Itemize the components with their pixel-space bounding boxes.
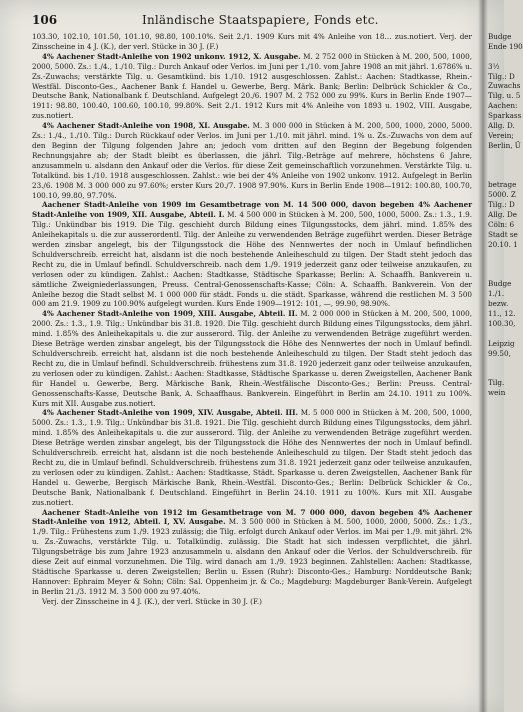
paragraph (32, 597, 472, 607)
page-gutter-shadow (478, 0, 488, 712)
side-line (488, 161, 504, 171)
side-line (488, 52, 504, 62)
paragraph-text: Verj. der Zinsscheine in 4 J. (K.), der verl. Stücke in 30 J. (F.) (42, 596, 262, 606)
side-line: Budge (488, 32, 512, 41)
paragraph-heading: Aachener Stadt-Anleihe von 1909 im Gesamtbetrage von M. 14 500 000, davon begeben 4% Aachener Stadt-Anleihe von 1909, XII. Ausgabe, Abteil. I. (32, 200, 472, 220)
paragraph-text: M. 3 000 000 in Stücken à M. 200, 500, 1000, 2000, 5000. Zs.: 1./4., 1./10. Tilg.: Durch Rückkauf oder Verlos. im Juni per 1./10. mit jährl. mind. 1% u. Zs.-Zuwachs von dem auf den Beginn der Tilgung folgenden Jahre an; jedoch vom dritten auf den Beginn der Begebung folgenden Rechnungsjahre ab; der Stadt bleibt es überlassen, die jährl. Tilg.-Beträge auf mehrere, höchstens 6 Jahre, anzusammeln u. alsdann den Ankauf oder die Verlos. für diese Zeit gemeinschaftlich vorzunehmen. Verstärkte Tilg. u. Totalkünd. bis 1./10. 1918 ausgeschlossen. Zahlst.: wie bei der 4% Anleihe von 1902 unkonv. 1912. Aufgelegt in Berlin 23./6. 1908 M. 3 000 000 zu 97.60%; erster Kurs 20./7. 1908 97.90%. Kurs in Berlin Ende 1908—1912: 100.80, 100.70, 100.10, 99.80, 97.70%. (32, 121, 472, 200)
paragraph (32, 200, 472, 309)
paragraph-text: M. 3 500 000 in Stücken à M. 500, 1000, 2000, 5000. Zs.: 1./3., 1./9. Tilg.: Frühestens zum 1./9. 1923 zulässig; die Tilg. erfolgt durch Ankauf oder Verlos. im Mai per 1./9. mit jährl. 2% u. Zs.-Zuwachs, verstärkte Tilg. u. Totalkündig. zulässig. Die Stadt hat sich indessen verpflichtet, die jährl. Tilgungsbeträge bis zum Jahre 1923 anzusammeln u. alsdann den Ankauf oder die Verlos. der Schuldverschreib. für diese Zeit auf einmal vorzunehmen. Die Tilg. wird danach am 1./9. 1923 beginnen. Zahlstellen: Aachen: Stadtkasse, Städtische Sparkasse u. deren Zweigstellen; Berlin u. Essen (Ruhr): Disconto-Ges.; Hamburg: Norddeutsche Bank; Hannover: Ephraim Meyer & Sohn; Cöln: Sal. Oppenheim jr. & Co.; Magdeburg: Magdeburger Bank-Verein. Aufgelegt in Berlin 21./3. 1912 M. 3 500 000 zu 97.40%. (32, 517, 472, 596)
side-line: Cöln: 6 (488, 219, 515, 229)
side-line: Allg. D. (488, 121, 515, 131)
side-line: Sparkass (488, 111, 522, 121)
side-line: 20.10. 1 (488, 239, 518, 249)
side-line (488, 398, 504, 408)
side-line: Ende 190 (488, 41, 523, 51)
page-header (32, 12, 472, 28)
paragraph-heading: 4% Aachener Stadt-Anleihe von 1902 unkonv. 1912, X. Ausgabe. (42, 51, 301, 61)
side-line: 99.50, (488, 348, 511, 358)
paragraph-heading: 4% Aachener Stadt-Anleihe von 1909, XIII. Ausgabe, Abteil. II. (42, 309, 298, 319)
side-line: Verein; (488, 130, 514, 140)
side-line: Stadt se (488, 229, 518, 239)
side-line: Tilg. (488, 378, 505, 388)
page-number: 106 (32, 13, 58, 27)
paragraph-heading: 4% Aachener Stadt-Anleihe von 1908, XI. Ausgabe. (42, 121, 250, 131)
side-line (488, 170, 504, 180)
paragraph-text: M. 2 000 000 in Stücken à M. 200, 500, 1000, 2000. Zs.: 1.3., 1.9. Tilg.: Unkündbar bis 31.8. 1920. Die Tilg. geschieht durch Bildung eines Tilgungsstocks, dem jährl. mind. 1.85% des Anleihekapitals u. die zur ausserord. Tilg. der Anleihe zu verwendenden Beträge zugeführt werden. Diese Beträge werden zinsbar angelegt, bis der Tilgungsstock die Höhe des Nennwertes der noch in Umlauf befindl. Schuldverschreib. erreicht hat, alsdann ist die noch bestehende Anleiheschuld zu tilgen. Der Stadt steht jedoch das Recht zu, die in Umlauf befindl. Schuldverschreib. frühestens zum 31.8. 1920 jederzeit ganz oder teilweise anzukaufen, zu verlosen oder zu kündigen. Zahlst.: Aachen: Stadtkasse, Städtische Sparkasse u. deren Zweigstellen, Aachener Bank für Handel u. Gewerbe, Berg. Märkische Bank, Rhein.-Westfälische Disconto-Ges.; Berlin: Preuss. Central-Genossenschafts-Kasse, Deutsche Bank, A. Schaaffhaus. Bankverein. Eingeführt in Berlin am 24.10. 1911 zu 100%. Kurs mit XII. Ausgabe zus.notiert. (32, 309, 472, 408)
side-line: Berlin, Ü (488, 140, 521, 150)
side-line: 5000. Z (488, 190, 516, 200)
side-line: Tilg. u. 5 (488, 91, 521, 101)
side-line: Leipzig (488, 338, 515, 348)
side-line (488, 151, 504, 161)
paragraph (32, 408, 472, 507)
paragraph-heading: 4% Aachener Stadt-Anleihe von 1909, XIV. Ausgabe, Abteil. III. (42, 408, 299, 418)
side-line: betrage (488, 180, 517, 190)
side-line: 100.30, (488, 318, 516, 328)
paragraph (32, 508, 472, 597)
side-line: wein (488, 388, 506, 398)
paragraph (32, 309, 472, 408)
paragraph-text: M. 2 752 000 in Stücken à M. 200, 500, 1000, 2000, 5000. Zs.: 1./4., 1./10. Tilg.: Durch Ankauf oder Verlos. im Juni per 1./10. vom Jahre 1908 an mit jährl. 1.6786% u. Zs.-Zuwachs; verstärkte Tilg. u. Gesamtkünd. bis 1./10. 1912 ausgeschlossen. Zahlst.: Aachen: Stadtkasse, Rhein.-Westfäl. Disconto-Ges., Aachener Bank f. Handel u. Gewerbe, Berg. Märk. Bank; Berlin: Delbrück Schickler & Co., Deutsche Bank, Nationalbank f. Deutschland. Aufgelegt 20./6. 1907 M. 2 752 000 zu 99%. Kurs in Berlin Ende 1907—1911: 98.80, 100.40, 100.60, 100.10, 99.80%. Seit 2./1. 1912 Kurs mit 4% Anleihe von 1893 u. 1902, VIII. Ausgabe, zus.notiert. (32, 51, 472, 121)
facing-page-edge-column (488, 32, 523, 704)
side-line: bezw. (488, 299, 509, 309)
main-text-column (32, 32, 472, 704)
side-line: Budge (488, 279, 512, 289)
paragraph-text: 103.30, 102.10, 101.50, 101.10, 98.80, 100.10%. Seit 2./1. 1909 Kurs mit 4% Anleihe von 18… zus.notiert. Verj. der Zinsscheine in 4 J. (K.), der verl. Stücke in 30 J. (F.) (32, 32, 472, 51)
side-line (488, 408, 504, 418)
side-line: 1./1. (488, 289, 505, 299)
side-line: Allg. De (488, 210, 517, 220)
paragraph-heading: Aachener Stadt-Anleihe von 1912 im Gesamtbetrage von M. 7 000 000, davon begeben 4% Aachener Stadt-Anleihe von 1912, Abteil. I, XV. Ausgabe. (32, 507, 472, 527)
side-line (488, 329, 504, 339)
side-line (488, 269, 504, 279)
side-line (488, 259, 504, 269)
side-line (488, 368, 504, 378)
side-line: Aachen: (488, 101, 518, 111)
paragraph (32, 32, 472, 52)
paragraph-text: M. 5 000 000 in Stücken à M. 200, 500, 1000, 5000. Zs.: 1.3., 1.9. Tilg.: Unkündbar bis 31.8. 1921. Die Tilg. geschieht durch Bildung eines Tilgungsstocks, dem jährl. mind. 1.85% des Anleihekapitals u. die zur ausserord. Tilg. der Anleihe zu verwendenden Beträge zugeführt werden. Diese Beträge werden zinsbar angelegt, bis der Tilgungsstock die Höhe des Nennwertes der noch in Umlauf befindl. Schuldverschreib. erreicht hat, alsdann ist die noch bestehende Anleiheschuld zu tilgen. Der Stadt steht jedoch das Recht zu, die in Umlauf befindl. Schuldverschreib. frühestens zum 31.8. 1921 jederzeit ganz oder teilweise anzukaufen, zu verlosen oder zu kündigen. Zahlst.: Aachen: Stadtkasse, Städt. Sparkasse u. deren Zweigstellen, Aachener Bank für Handel u. Gewerbe, Bergisch Märkische Bank, Rhein.-Westfäl. Disconto-Ges.; Berlin: Delbrück Schickler & Co., Deutsche Bank, Nationalbank f. Deutschland. Eingeführt in Berlin 24.10. 1911 zu 100%. Kurs mit XII. Ausgabe zus.notiert. (32, 408, 472, 507)
running-title: Inländische Staatspapiere, Fonds etc. (142, 13, 379, 27)
paragraph-text: M. 4 500 000 in Stücken à M. 200, 500, 1000, 5000. Zs.: 1.3., 1.9. Tilg.: Unkündbar bis 1919. Die Tilg. geschieht durch Bildung eines Tilgungsstocks, dem jährl. mind. 1.85% des Anleihekapitals u. die zur ausserordentl. Tilg. der Anleihe zu verwendenden Beträge zugeführt werden. Dieser Beträge werden zinsbar angelegt, bis der Tilgungsstock die Höhe des Nennwertes der noch in Umlauf befindlichen Schuldverschreib. erreicht hat, alsdann ist die noch bestehende Anleiheschuld zu tilgen. Der Stadt steht jedoch das Recht zu, die in Umlauf befindl. Schuldverschreib. nach dem 1./9. 1919 jederzeit ganz oder teilweise anzukaufen, zu verlosen oder zu kündigen. Zahlst.: Aachen: Stadtkasse, Städtische Sparkasse; Berlin: A. Schaaffh. Bankverein u. sämtliche Zweigniederlassungen, Preuss. Central-Genossenschafts-Kasse; Cöln: A. Schaaffh. Bankverein. Von der Anleihe bezog die Stadt selbst M. 1 000 000 für städt. Fonds u. die städt. Sparkasse, während die restlichen M. 3 500 000 am 21.9. 1909 zu 100.90% aufgelegt wurden. Kurs Ende 1909—1912: 101, —, 99.90, 98.90%. (32, 210, 472, 309)
side-line: Tilg.: D (488, 71, 515, 81)
side-line (488, 250, 504, 260)
side-line: Tilg.: D (488, 200, 515, 210)
paragraph (32, 52, 472, 121)
side-line: 11., 12. (488, 308, 516, 318)
paragraph (32, 121, 472, 200)
side-line: Zuwachs (488, 81, 521, 91)
side-line: 3½ (488, 61, 500, 71)
side-line (488, 358, 504, 368)
